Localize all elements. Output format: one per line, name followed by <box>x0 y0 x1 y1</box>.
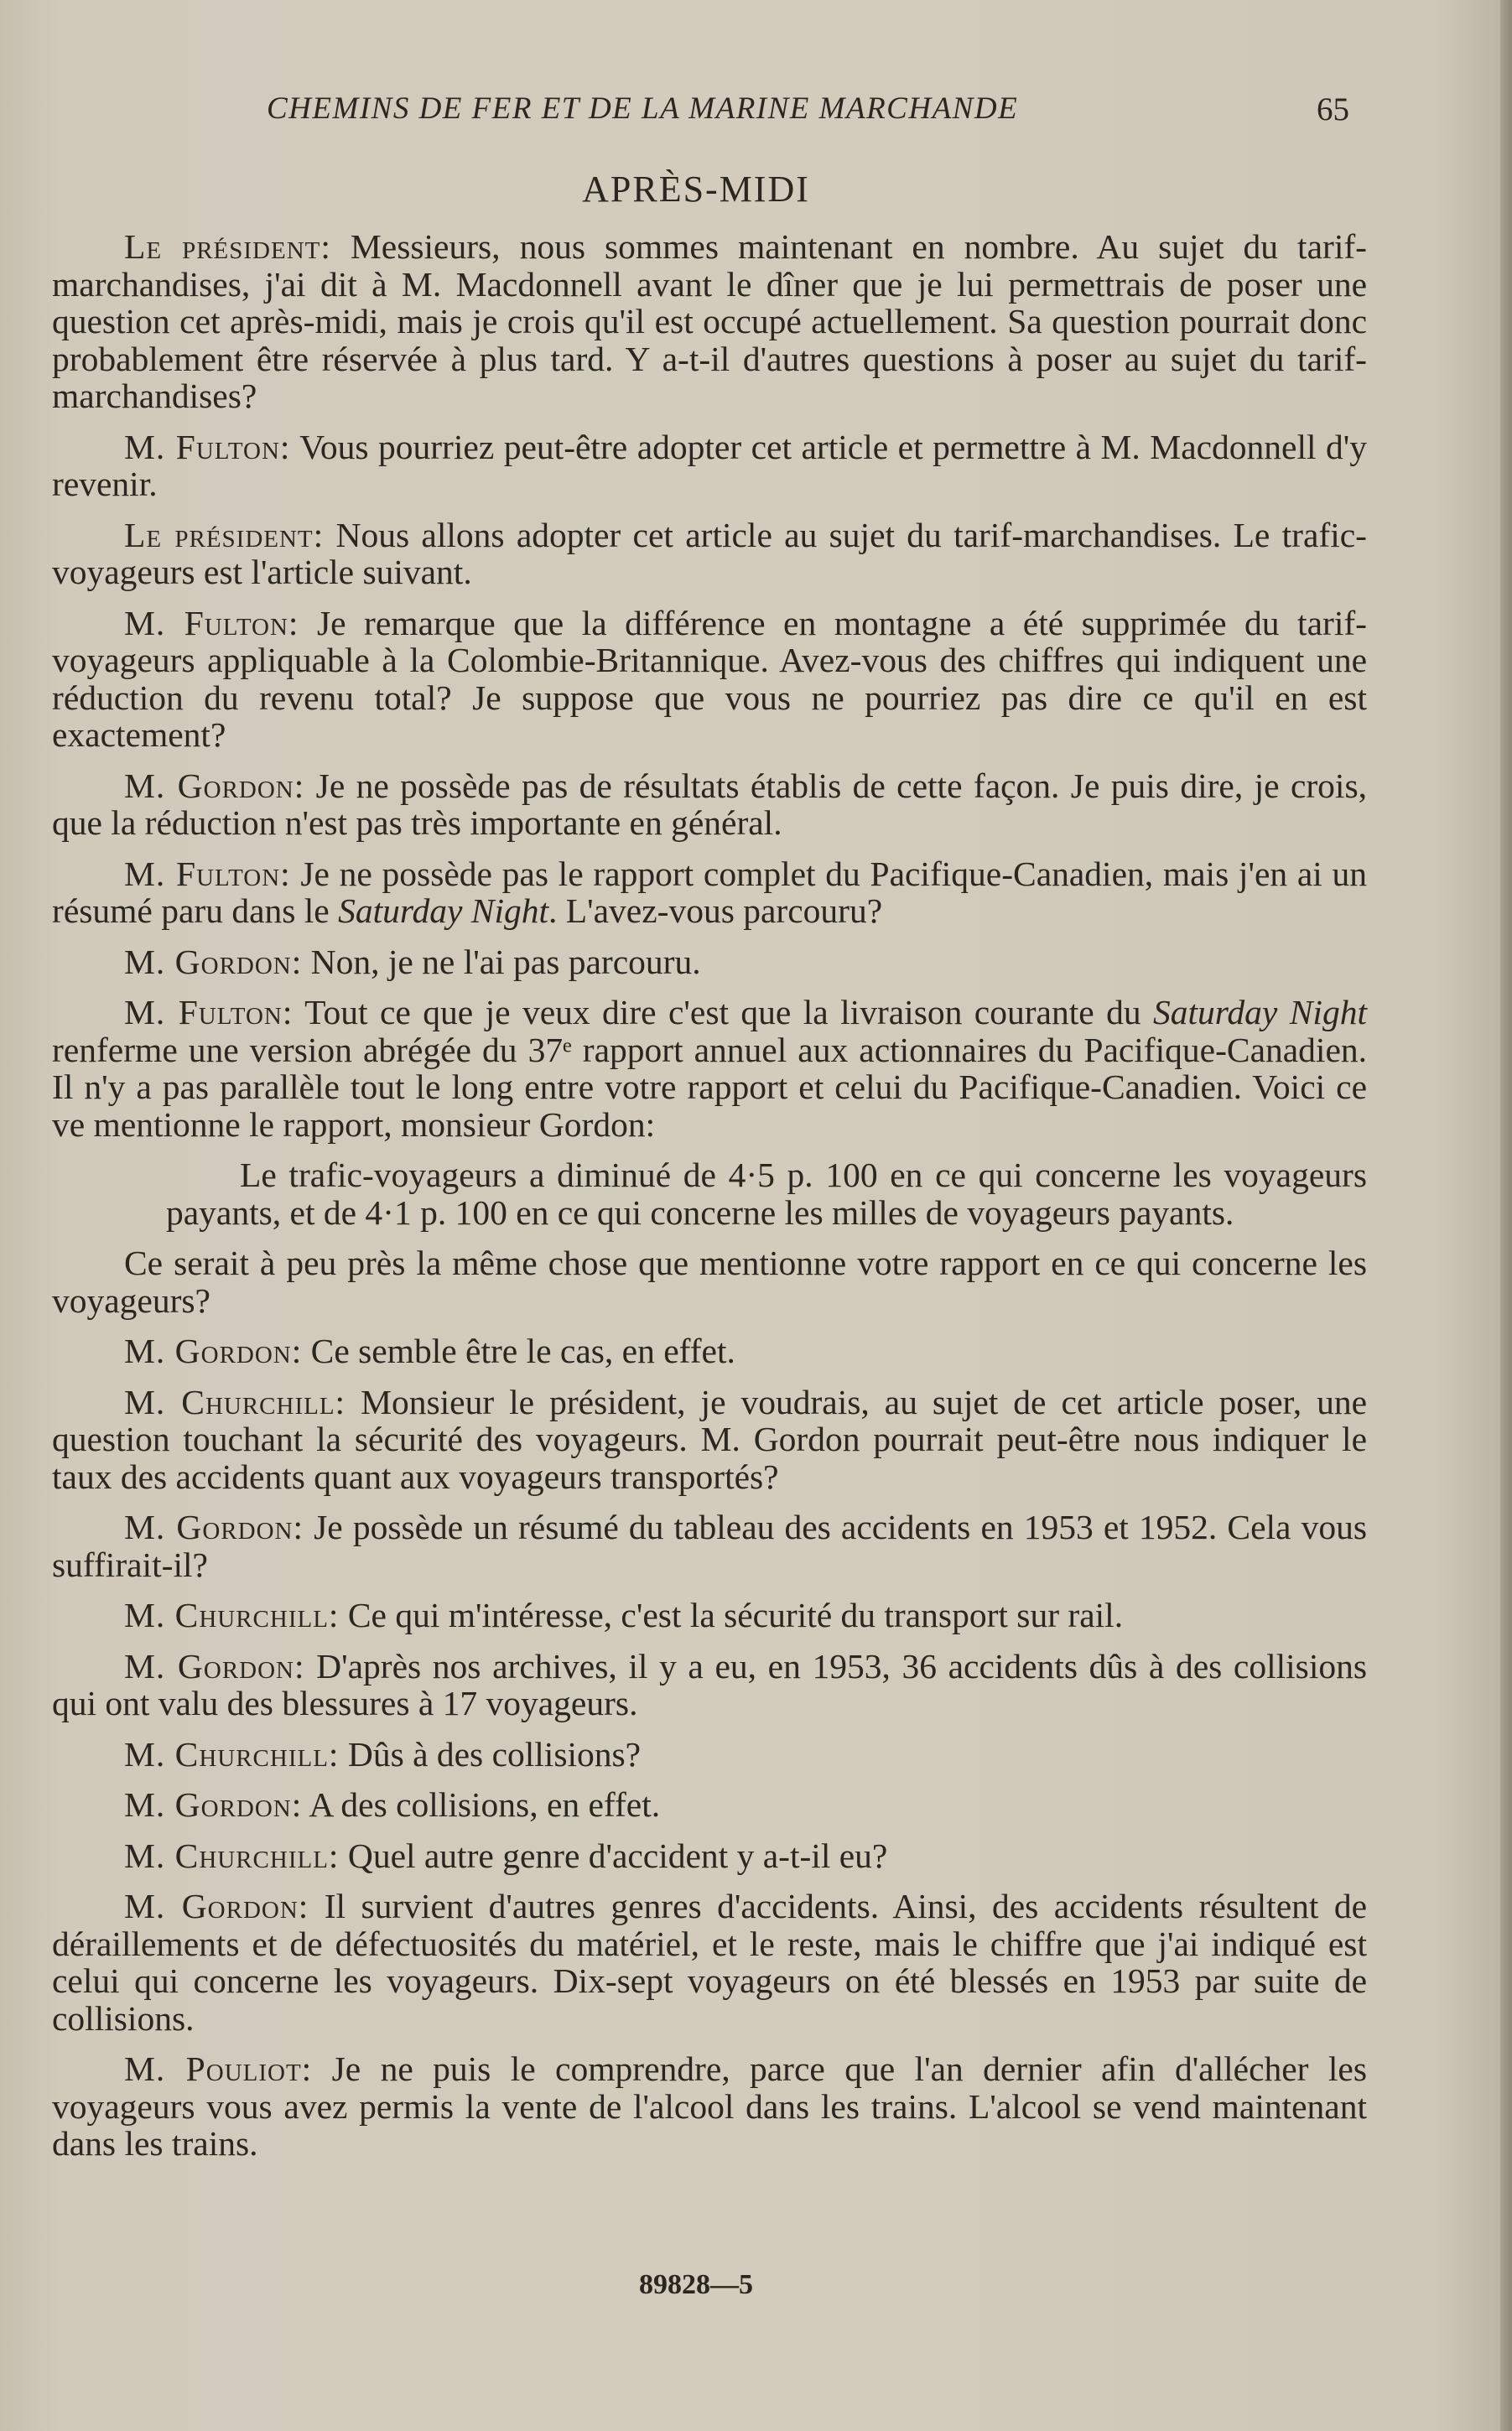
paragraph <box>52 429 1367 503</box>
paragraph <box>52 1384 1367 1496</box>
speech: Je ne possède pas le rapport complet du Pacifique-Canadien, mais j'en ai un résumé paru dans le <box>52 854 1367 930</box>
speaker: M. Fulton: <box>124 854 291 893</box>
running-head: CHEMINS DE FER ET DE LA MARINE MARCHANDE <box>267 91 1019 126</box>
speaker: M. Gordon: <box>124 1646 305 1686</box>
speech-continued: . L'avez-vous parcouru? <box>548 891 883 930</box>
speech: Je ne puis le comprendre, parce que l'an dernier afin d'allécher les voyageurs vous avez permis la vente de l'alcool dans les trains. L'alcool se vend maintenant dans les trains. <box>52 2049 1367 2163</box>
speech: Tout ce que je veux dire c'est que la livraison courante du <box>293 993 1154 1031</box>
paragraph <box>52 517 1367 591</box>
paragraph <box>52 1837 1367 1875</box>
speaker: M. Churchill: <box>124 1836 340 1875</box>
paragraph <box>52 1736 1367 1774</box>
speech: Je ne possède pas de résultats établis de cette façon. Je puis dire, je crois, que la réduction n'est pas très importante en général. <box>52 766 1367 842</box>
speaker: M. Fulton: <box>124 993 294 1031</box>
publication-title: Saturday Night <box>1153 993 1367 1031</box>
speaker: Le président: <box>124 515 325 554</box>
paragraph <box>52 2050 1367 2163</box>
speaker: Le président: <box>124 227 331 266</box>
body-text <box>52 228 1367 2176</box>
paragraph <box>52 994 1367 1143</box>
speech: D'après nos archives, il y a eu, en 1953, 36 accidents dûs à des collisions qui ont valu des blessures à 17 voyageurs. <box>52 1646 1368 1722</box>
paragraph <box>52 1509 1367 1583</box>
page-number: 65 <box>1317 91 1349 127</box>
paragraph <box>52 1888 1367 2037</box>
speaker: M. Gordon: <box>124 1508 304 1546</box>
paragraph <box>52 855 1367 930</box>
speech: Je possède un résumé du tableau des accidents en 1953 et 1952. Cela vous suffirait-il? <box>52 1508 1367 1584</box>
paragraph: Ce serait à peu près la même chose que mentionne votre rapport en ce qui concerne les voyageurs? <box>52 1244 1367 1320</box>
speaker: M. Churchill: <box>124 1734 340 1774</box>
speech: Nous allons adopter cet article au sujet du tarif-marchandises. Le trafic-voyageurs est l'article suivant. <box>52 515 1367 591</box>
speech: Je remarque que la différence en montagne a été supprimée du tarif-voyageurs appliquable à la Colombie-Britannique. Avez-vous des chiffres qui indiquent une réduction du revenu total? Je suppose que vous ne pourriez pas dire ce qu'il en est exactement? <box>52 603 1367 754</box>
paragraph <box>52 1648 1367 1722</box>
paragraph <box>52 1786 1367 1824</box>
speaker: M. Churchill: <box>124 1382 346 1421</box>
speaker: M. Gordon: <box>124 1785 303 1824</box>
speech: Dûs à des collisions? <box>339 1734 642 1774</box>
page-edge <box>1500 0 1512 2431</box>
paragraph <box>52 767 1367 842</box>
speaker: M. Fulton: <box>124 603 299 642</box>
speaker: M. Gordon: <box>124 1887 309 1925</box>
block-quote: Le trafic-voyageurs a diminué de 4·5 p. 100 en ce qui concerne les voyageurs payants, et de 4·1 p. 100 en ce qui concerne les milles de voyageurs payants. <box>166 1156 1367 1232</box>
publication-title: Saturday Night <box>338 891 549 930</box>
speech: Non, je ne l'ai pas parcouru. <box>302 942 701 981</box>
speech: A des collisions, en effet. <box>302 1785 661 1824</box>
paragraph <box>52 605 1367 754</box>
section-title: APRÈS-MIDI <box>582 169 810 210</box>
paragraph <box>52 1332 1367 1370</box>
speaker: M. Gordon: <box>124 1332 303 1370</box>
paragraph <box>52 228 1367 415</box>
speaker: M. Gordon: <box>124 766 305 805</box>
speech: Il survient d'autres genres d'accidents. Ainsi, des accidents résultent de déraillements et de défectuosités du matériel, et le reste, mais le chiffre que j'ai indiqué est celui qui concerne les voyageurs. Dix-sept voyageurs on été blessés en 1953 par suite de collisions. <box>52 1887 1367 2038</box>
speaker: M. Churchill: <box>124 1596 340 1634</box>
speaker: M. Pouliot: <box>124 2049 313 2088</box>
speech-continued: renferme une version abrégée du 37ᵉ rapport annuel aux actionnaires du Pacifique-Canadien. Il n'y a pas parallèle tout le long entre votre rapport et celui du Pacifique-Canadien. Voici ce ve mentionne le rapport, monsieur Gordon: <box>52 1030 1367 1144</box>
speech: Vous pourriez peut-être adopter cet article et permettre à M. Macdonnell d'y revenir. <box>52 427 1368 503</box>
speech: Ce qui m'intéresse, c'est la sécurité du transport sur rail. <box>339 1596 1124 1634</box>
speech: Quel autre genre d'accident y a-t-il eu? <box>339 1836 888 1875</box>
paragraph <box>52 943 1367 981</box>
speech: Messieurs, nous sommes maintenant en nombre. Au sujet du tarif-marchandises, j'ai dit à M. Macdonnell avant le dîner que je lui permettrais de poser une question cet après-midi, mais je crois qu'il est occupé actuellement. Sa question pourrait donc probablement être réservée à plus tard. Y a-t-il d'autres questions à poser au sujet du tarif-marchandises? <box>52 227 1367 415</box>
speech: Monsieur le président, je voudrais, au sujet de cet article poser, une question touchant la sécurité des voyageurs. M. Gordon pourrait peut-être nous indiquer le taux des accidents quant aux voyageurs transportés? <box>52 1382 1367 1496</box>
speaker: M. Fulton: <box>124 427 291 466</box>
speech: Ce semble être le cas, en effet. <box>302 1332 735 1370</box>
footer-code: 89828—5 <box>639 2269 753 2300</box>
speaker: M. Gordon: <box>124 942 303 981</box>
paragraph <box>52 1597 1367 1634</box>
